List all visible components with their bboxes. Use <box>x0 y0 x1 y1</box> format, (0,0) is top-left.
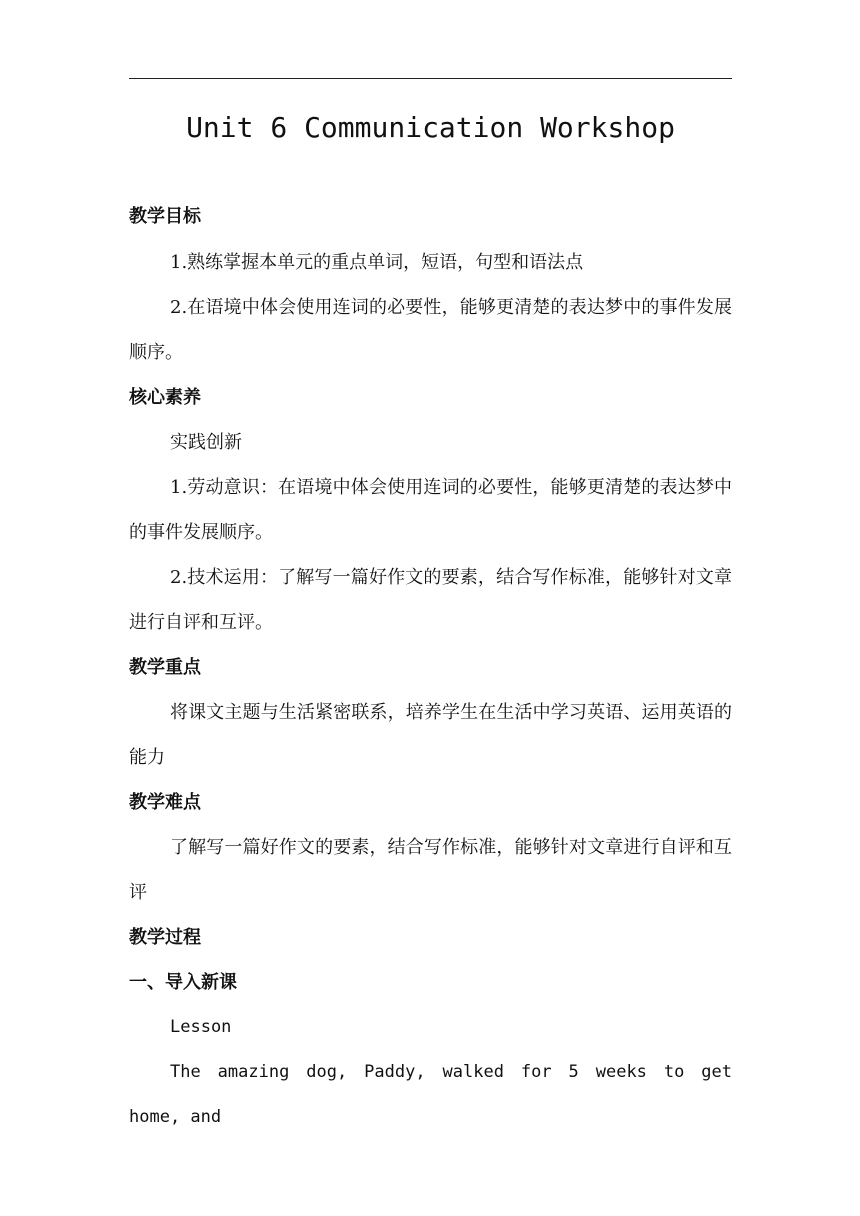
header-rule <box>129 78 732 79</box>
core-literacy-item: 实践创新 <box>170 432 242 453</box>
process-item: The amazing dog, Paddy, walked for 5 weeks to get home, and <box>129 1062 732 1127</box>
process-item: Lesson <box>170 1017 232 1037</box>
core-literacy-item: 1.劳动意识：在语境中体会使用连词的必要性，能够更清楚的表达梦中的事件发展顺序。 <box>129 477 732 543</box>
subheading-introduction: 一、导入新课 <box>129 972 237 993</box>
heading-difficulties: 教学难点 <box>129 792 201 813</box>
objective-item: 2.在语境中体会使用连词的必要性，能够更清楚的表达梦中的事件发展顺序。 <box>129 297 732 363</box>
difficulties-text: 了解写一篇好作文的要素，结合写作标准，能够针对文章进行自评和互评 <box>129 837 732 903</box>
heading-process: 教学过程 <box>129 927 201 948</box>
heading-objectives: 教学目标 <box>129 206 201 227</box>
core-literacy-item: 2.技术运用：了解写一篇好作文的要素，结合写作标准，能够针对文章进行自评和互评。 <box>129 567 732 633</box>
objective-item: 1.熟练掌握本单元的重点单词，短语，句型和语法点 <box>170 252 584 273</box>
key-points-text: 将课文主题与生活紧密联系，培养学生在生活中学习英语、运用英语的能力 <box>129 702 732 768</box>
heading-core-literacy: 核心素养 <box>129 387 201 408</box>
document-title: Unit 6 Communication Workshop <box>186 111 675 144</box>
heading-key-points: 教学重点 <box>129 657 201 678</box>
